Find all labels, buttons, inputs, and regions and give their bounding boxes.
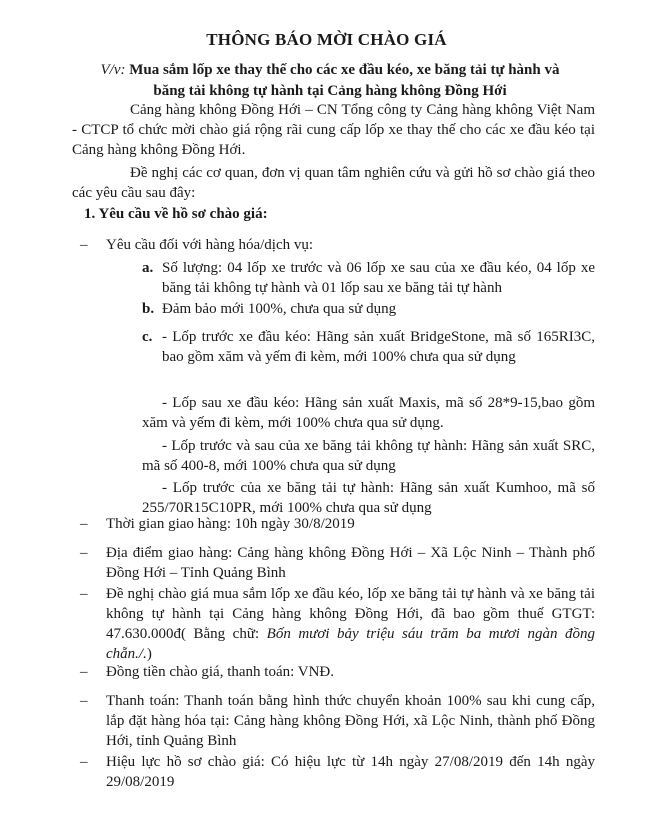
- delivery-time-text: Thời gian giao hàng: 10h ngày 30/8/2019: [106, 516, 355, 532]
- validity-item: [80, 752, 595, 792]
- currency-text: Đồng tiền chào giá, thanh toán: VNĐ.: [106, 664, 335, 680]
- price-offer-item: [80, 584, 595, 664]
- document-subject: [80, 60, 580, 102]
- subject-prefix: V/v:: [100, 62, 126, 78]
- subject-line-2: băng tải không tự hành tại Cảng hàng không Đồng Hới: [153, 83, 507, 99]
- dash-marker: –: [80, 516, 88, 532]
- dash-marker: –: [80, 664, 88, 680]
- sub-item-text: - Lốp trước xe đầu kéo: Hãng sản xuất BridgeStone, mã số 165RI3C, bao gồm xăm và yếm đi kèm, mới 100% chưa qua sử dụng: [162, 329, 595, 365]
- delivery-place-item: [80, 543, 595, 583]
- sub-item-marker: b.: [142, 301, 155, 317]
- dash-marker: –: [80, 754, 88, 770]
- price-offer-body: Đề nghị chào giá mua sắm lốp xe đầu kéo, lốp xe băng tải tự hành và xe băng tải không tự hành tại Cảng hàng không Đồng Hới, đã bao gồm thuế GTGT: 47.630.000đ( Bằng chữ:: [106, 586, 595, 642]
- dash-marker: –: [80, 237, 88, 253]
- dash-marker: –: [80, 586, 88, 602]
- request-paragraph: Đề nghị các cơ quan, đơn vị quan tâm nghiên cứu và gửi hồ sơ chào giá theo các yêu cầu sau đây:: [72, 165, 595, 201]
- document-title: THÔNG BÁO MỜI CHÀO GIÁ: [206, 30, 447, 49]
- tire-spec-non-self-propelled: - Lốp trước và sau của xe băng tải không tự hành: Hãng sản xuất SRC, mã số 400-8, mới 100% chưa qua sử dụng: [142, 438, 595, 474]
- subject-line-1: Mua sắm lốp xe thay thế cho các xe đầu kéo, xe băng tải tự hành và: [125, 62, 560, 78]
- price-offer-closing: ): [146, 646, 152, 662]
- amount-in-words: Bốn mươi bảy triệu sáu trăm ba mươi ngàn đồng chẵn./.: [106, 626, 595, 662]
- goods-requirement-item: [80, 235, 595, 255]
- sub-item-c: [142, 327, 595, 367]
- sub-item-a: [142, 258, 595, 298]
- payment-text: Thanh toán: Thanh toán bằng hình thức chuyển khoản 100% sau khi cung cấp, lắp đặt hàng hóa tại: Cảng hàng không Đồng Hới, xã Lộc Ninh, thành phố Đồng Hới, tỉnh Quảng Bình: [106, 693, 595, 749]
- currency-item: [80, 662, 595, 682]
- sub-item-marker: a.: [142, 260, 154, 276]
- sub-item-text: Đảm bảo mới 100%, chưa qua sử dụng: [162, 301, 397, 317]
- delivery-place-text: Địa điểm giao hàng: Cảng hàng không Đồng Hới – Xã Lộc Ninh – Thành phố Đồng Hới – Tỉnh Quảng Bình: [106, 545, 595, 581]
- tire-spec-self-propelled: - Lốp trước của xe băng tải tự hành: Hãng sản xuất Kumhoo, mã số 255/70R15C10PR, mới 100% chưa qua sử dụng: [142, 480, 595, 516]
- validity-text: Hiệu lực hồ sơ chào giá: Có hiệu lực từ 14h ngày 27/08/2019 đến 14h ngày 29/08/2019: [106, 754, 595, 790]
- goods-requirement-label: Yêu cầu đối với hàng hóa/dịch vụ:: [106, 237, 314, 253]
- sub-item-marker: c.: [142, 329, 153, 345]
- price-offer-text: [106, 584, 595, 664]
- payment-item: [80, 691, 595, 751]
- section-1-heading: 1. Yêu cầu về hồ sơ chào giá:: [84, 206, 268, 222]
- sub-item-b: [142, 299, 595, 319]
- dash-marker: –: [80, 693, 88, 709]
- dash-marker: –: [80, 545, 88, 561]
- delivery-time-item: [80, 514, 595, 534]
- intro-paragraph: Cảng hàng không Đồng Hới – CN Tổng công ty Cảng hàng không Việt Nam - CTCP tổ chức mời chào giá rộng rãi cung cấp lốp xe thay thế cho các xe đầu kéo tại Cảng hàng không Đồng Hới.: [72, 102, 595, 158]
- tire-spec-rear-tractor: - Lốp sau xe đầu kéo: Hãng sản xuất Maxis, mã số 28*9-15,bao gồm xăm và yếm đi kèm, mới 100% chưa qua sử dụng.: [142, 395, 595, 431]
- sub-item-text: Số lượng: 04 lốp xe trước và 06 lốp xe sau của xe đầu kéo, 04 lốp xe băng tải không tự hành và 01 lốp sau xe băng tải tự hành: [162, 260, 595, 296]
